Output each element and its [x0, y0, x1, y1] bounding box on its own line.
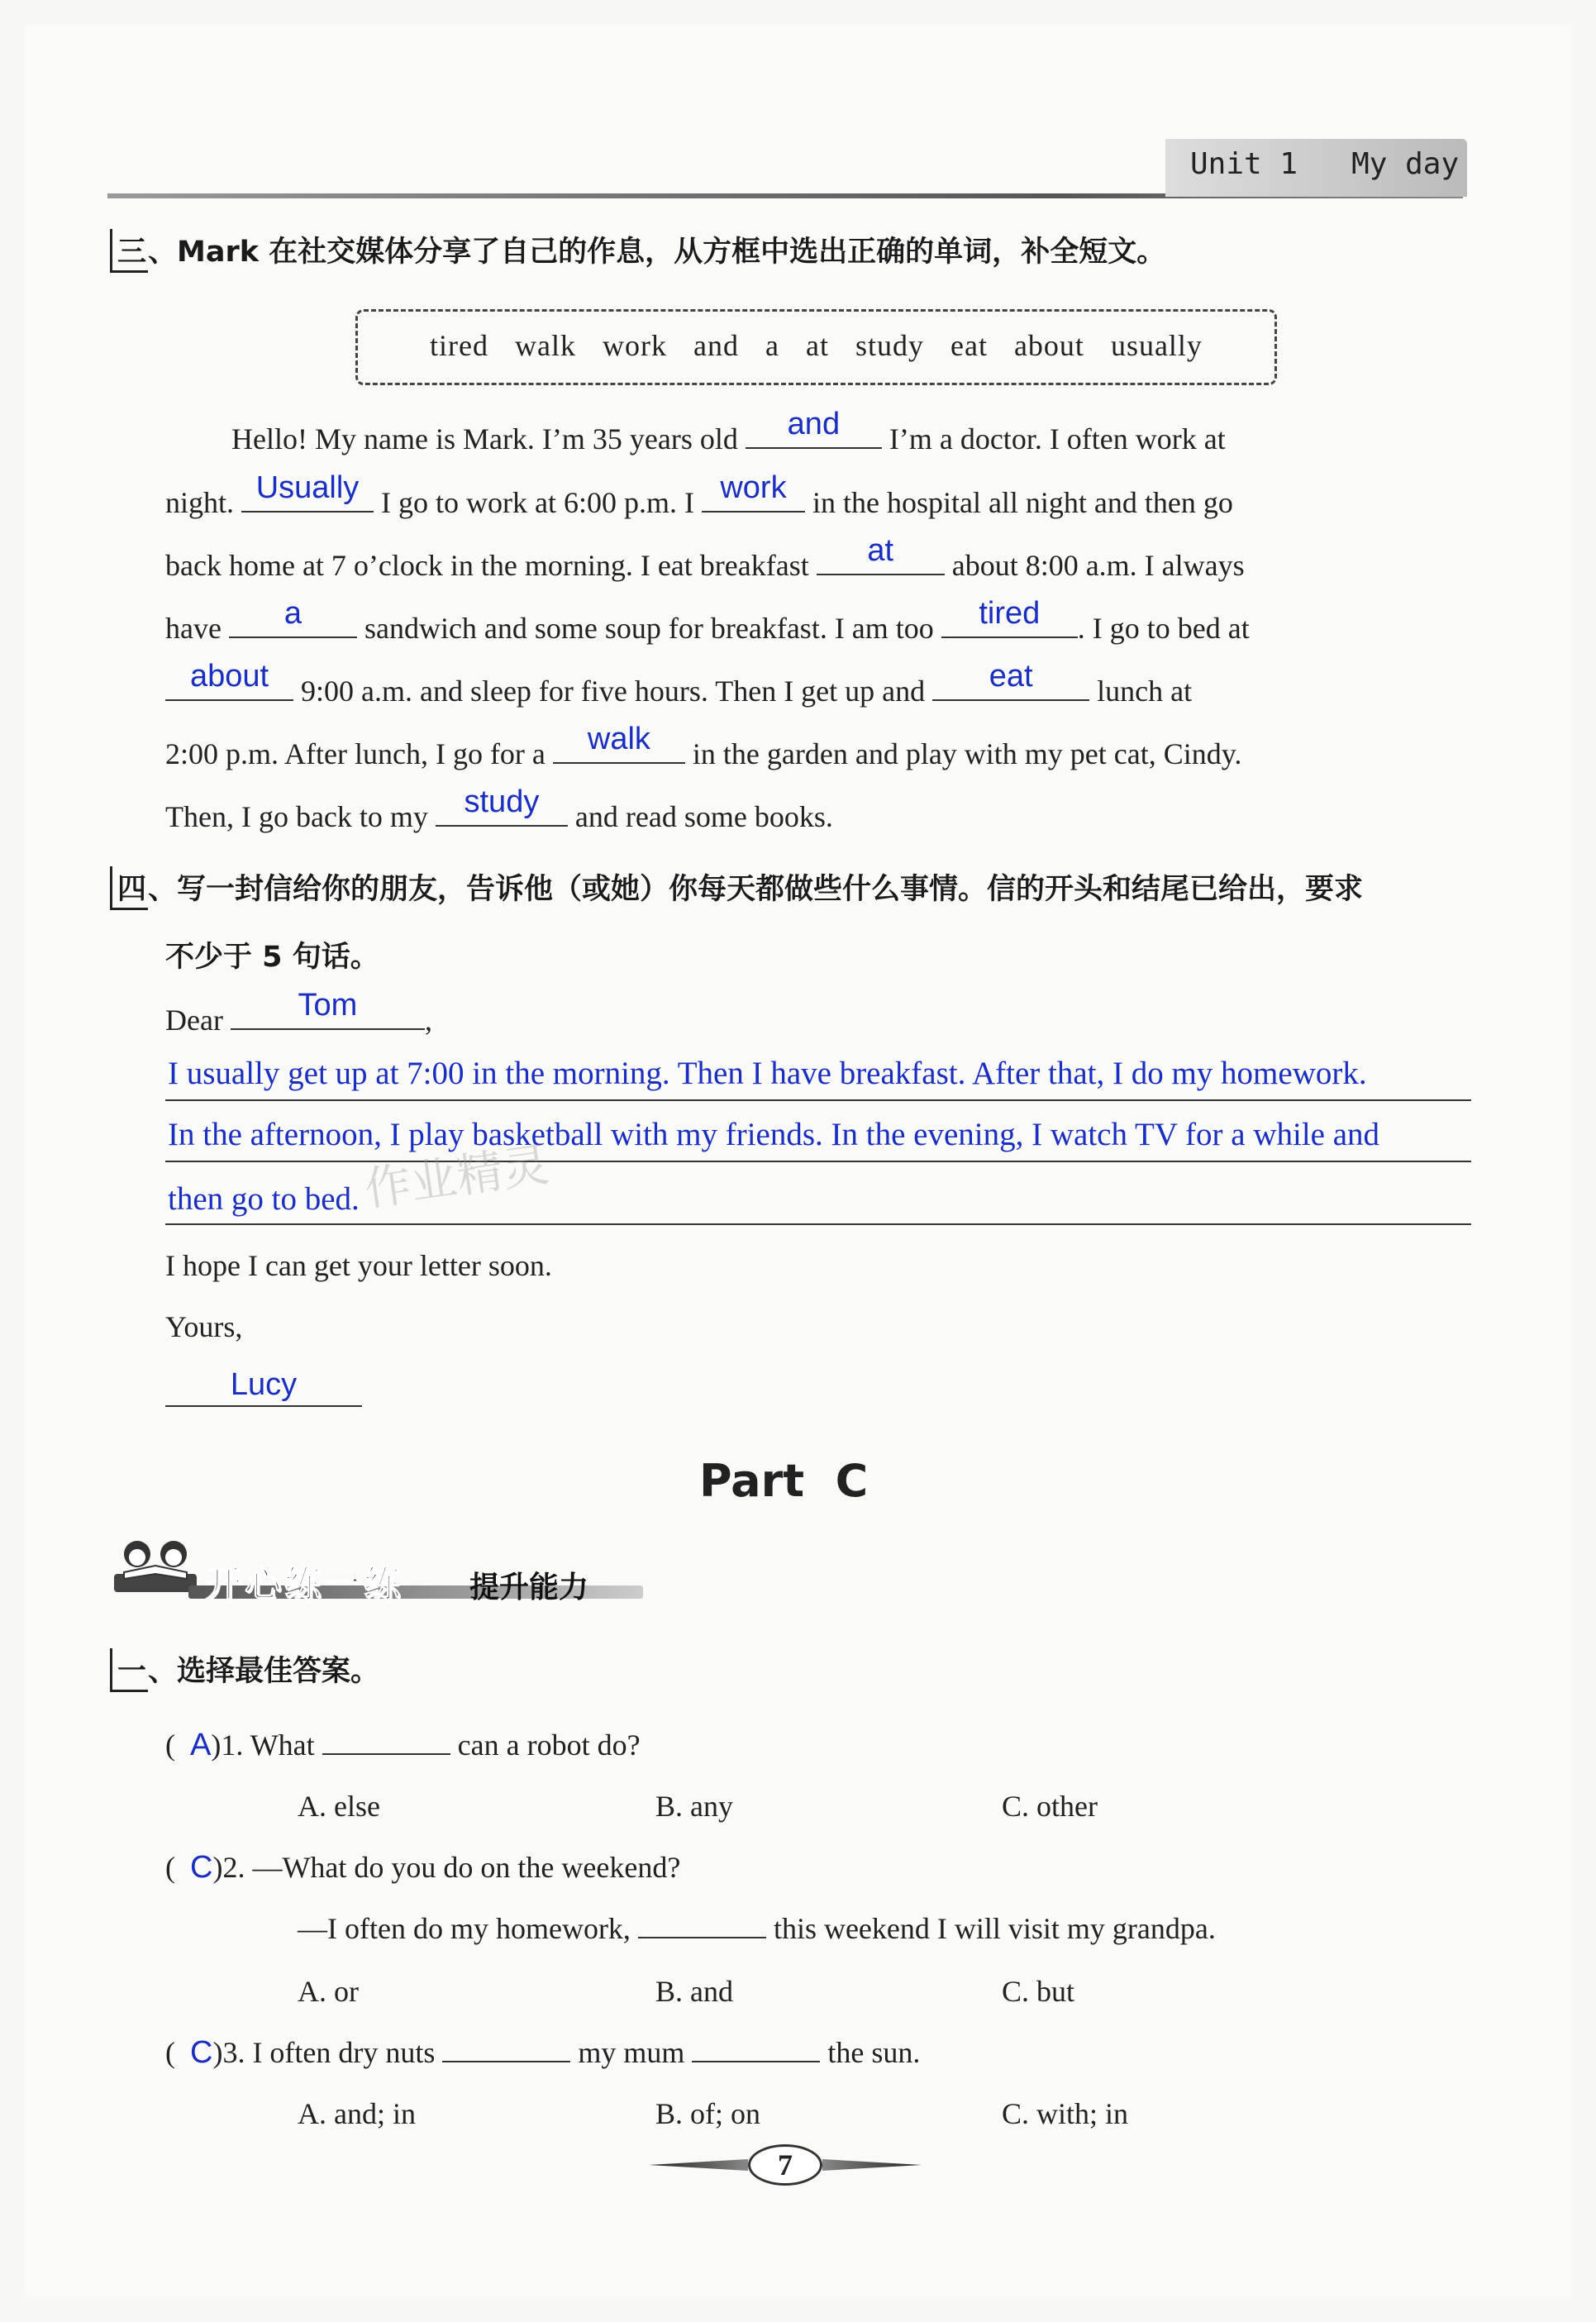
passage-text: night. — [165, 486, 235, 519]
word-box-word: at — [805, 329, 829, 362]
answer-blank[interactable] — [746, 407, 882, 449]
answer-blank[interactable] — [817, 533, 945, 575]
question-1 — [165, 1728, 641, 1763]
passage-text: . I go to bed at — [1077, 612, 1250, 645]
q3-option-c[interactable]: C. with; in — [1002, 2097, 1129, 2130]
section1-heading — [110, 1648, 379, 1692]
section3-heading — [110, 229, 1165, 273]
question-3 — [165, 2035, 920, 2071]
question-stem-mid: my mum — [578, 2036, 685, 2069]
q2-option-a[interactable]: A. or — [298, 1975, 359, 2008]
handwritten-answer: eat — [989, 659, 1033, 694]
recipient-blank[interactable] — [231, 988, 425, 1030]
page-number: 7 — [778, 2148, 793, 2181]
passage-text: about 8:00 a.m. I always — [951, 549, 1245, 582]
word-box-word: eat — [950, 329, 988, 362]
answer-blank[interactable] — [165, 659, 293, 701]
writing-line — [165, 1223, 1471, 1225]
answer-blank[interactable] — [436, 784, 568, 827]
unit-title: My day — [1351, 147, 1460, 181]
q1-option-c[interactable]: C. other — [1002, 1790, 1098, 1823]
handwritten-answer: and — [787, 407, 841, 441]
passage-text: and read some books. — [574, 800, 833, 833]
question-stem: )2. —What do you do on the weekend? — [212, 1851, 681, 1884]
ornament-left-icon — [649, 2159, 748, 2171]
q2-option-c[interactable]: C. but — [1002, 1975, 1075, 2008]
passage-line-4 — [165, 596, 1250, 646]
handwritten-signature: Lucy — [230, 1367, 298, 1402]
writing-line — [165, 1099, 1471, 1101]
question-blank[interactable] — [322, 1728, 450, 1755]
handwritten-answer: study — [464, 784, 540, 819]
answer-paren-open: ( — [165, 2036, 190, 2069]
section1-prompt: 、选择最佳答案。 — [148, 1655, 380, 1688]
section3-number: 三 — [110, 229, 148, 273]
question-stem: )3. I often dry nuts — [212, 2036, 436, 2069]
handwritten-choice: C — [190, 2035, 213, 2070]
answer-blank[interactable] — [702, 470, 805, 513]
q2-option-b[interactable]: B. and — [655, 1975, 733, 2008]
handwritten-answer: tired — [979, 596, 1041, 631]
question-blank[interactable] — [442, 2036, 570, 2062]
letter-greeting — [165, 988, 432, 1037]
answer-blank[interactable] — [553, 722, 685, 764]
answer-blank[interactable] — [932, 659, 1089, 701]
banner — [106, 1554, 651, 1612]
question-2 — [165, 1850, 680, 1886]
question-blank[interactable] — [638, 1912, 766, 1938]
question-stem: )1. What — [211, 1728, 315, 1762]
answer-paren-open: ( — [165, 1851, 190, 1884]
question-stem-after: the sun. — [827, 2036, 921, 2069]
word-box-word: tired — [430, 329, 489, 362]
handwritten-choice: C — [190, 1850, 213, 1885]
passage-text: I go to work at 6:00 p.m. I — [381, 486, 694, 519]
handwritten-answer: at — [867, 533, 894, 568]
handwritten-recipient: Tom — [298, 988, 358, 1023]
passage-line-2 — [165, 470, 1233, 520]
passage-text: in the hospital all night and then go — [812, 486, 1233, 519]
letter-line-2: In the afternoon, I play basketball with my friends. In the evening, I watch TV for a while and — [168, 1117, 1380, 1152]
passage-text: 9:00 a.m. and sleep for five hours. Then I get up and — [301, 675, 926, 708]
letter-line-1: I usually get up at 7:00 in the morning. Then I have breakfast. After that, I do my homework. — [168, 1056, 1367, 1091]
question-2-line2 — [298, 1911, 1216, 1946]
header-unit-label — [1190, 147, 1459, 181]
answer-blank[interactable] — [229, 596, 357, 638]
letter-closing: I hope I can get your letter soon. — [165, 1249, 552, 1282]
passage-text: Hello! My name is Mark. I’m 35 years old — [231, 422, 738, 455]
q3-option-a[interactable]: A. and; in — [298, 2097, 416, 2130]
word-box-word: about — [1013, 329, 1084, 362]
greeting-comma: , — [424, 1004, 432, 1037]
handwritten-answer: Usually — [255, 470, 360, 505]
passage-line-3 — [165, 533, 1245, 583]
question-stem: —I often do my homework, — [298, 1912, 631, 1945]
handwritten-answer: a — [283, 596, 303, 631]
word-box-word: walk — [515, 329, 577, 362]
handwritten-choice: A — [190, 1728, 212, 1762]
page-number-oval — [748, 2144, 822, 2186]
passage-line-5 — [165, 659, 1193, 708]
word-box — [355, 309, 1277, 385]
handwritten-answer: work — [720, 470, 787, 505]
section4-heading — [110, 866, 1363, 910]
section4-prompt-line1: 、写一封信给你的朋友，告诉他（或她）你每天都做些什么事情。信的开头和结尾已给出，要求 — [148, 873, 1364, 906]
part-c-title: Part C — [699, 1455, 869, 1507]
letter-yours: Yours, — [165, 1310, 243, 1343]
page-number-ornament — [649, 2141, 922, 2191]
word-box-word: study — [855, 329, 924, 362]
passage-text: 2:00 p.m. After lunch, I go for a — [165, 737, 545, 770]
passage-line-1 — [231, 407, 1226, 456]
handwritten-answer: walk — [587, 722, 650, 756]
answer-blank[interactable] — [941, 596, 1078, 638]
section1-number: 一 — [110, 1648, 148, 1692]
answer-paren-open: ( — [165, 1728, 190, 1762]
passage-text: Then, I go back to my — [165, 800, 428, 833]
unit-number: Unit 1 — [1190, 147, 1298, 181]
word-box-word: a — [765, 329, 779, 362]
dear-label: Dear — [165, 1004, 223, 1037]
question-stem-after: this weekend I will visit my grandpa. — [773, 1912, 1216, 1945]
word-box-words — [358, 328, 1274, 363]
banner-sub-text: 提升能力 — [469, 1571, 589, 1604]
passage-line-6 — [165, 722, 1242, 771]
handwritten-answer: about — [189, 659, 269, 694]
letter-line-3: then go to bed. — [168, 1181, 360, 1217]
passage-text: I’m a doctor. I often work at — [889, 422, 1226, 455]
section4-prompt-line2: 不少于 5 句话。 — [165, 941, 379, 974]
word-box-word: work — [603, 329, 668, 362]
ornament-right-icon — [822, 2159, 922, 2171]
passage-text: in the garden and play with my pet cat, Cindy. — [692, 737, 1242, 770]
signature-blank[interactable] — [165, 1366, 362, 1407]
section4-number: 四 — [110, 866, 148, 910]
q1-option-b[interactable]: B. any — [655, 1790, 733, 1823]
question-stem-after: can a robot do? — [457, 1728, 641, 1762]
banner-main-text: 开心练一练 — [205, 1563, 403, 1605]
passage-text: have — [165, 612, 222, 645]
answer-blank[interactable] — [241, 470, 374, 513]
word-box-word: and — [693, 329, 739, 362]
passage-text: lunch at — [1097, 675, 1193, 708]
question-blank[interactable] — [692, 2036, 820, 2062]
q3-option-b[interactable]: B. of; on — [655, 2097, 761, 2130]
section3-prompt: 、Mark 在社交媒体分享了自己的作息，从方框中选出正确的单词，补全短文。 — [148, 236, 1166, 269]
passage-text: back home at 7 o’clock in the morning. I eat breakfast — [165, 549, 809, 582]
watermark: 作业精灵 — [361, 1137, 553, 1218]
passage-text: sandwich and some soup for breakfast. I am too — [364, 612, 934, 645]
word-box-word: usually — [1110, 329, 1203, 362]
q1-option-a[interactable]: A. else — [298, 1790, 380, 1823]
passage-line-7 — [165, 784, 833, 834]
